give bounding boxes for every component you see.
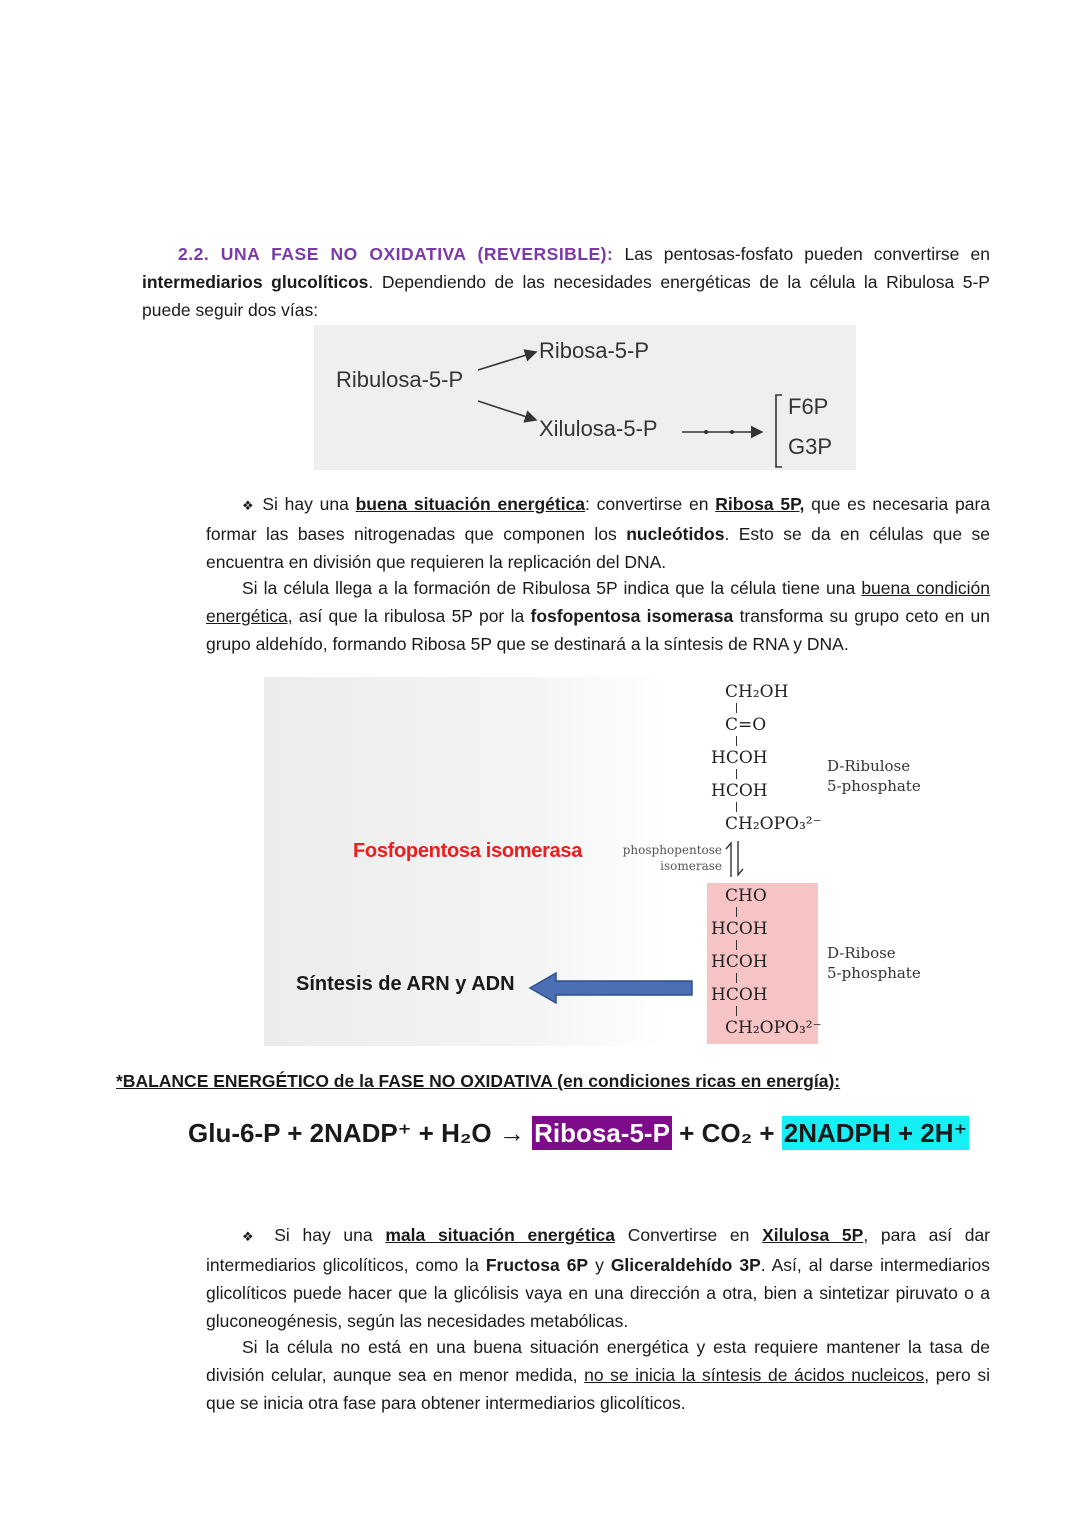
bad-text-3: , para así dar intermediarios glicolíticos, como la xyxy=(206,1225,991,1275)
products-bracket xyxy=(776,395,782,467)
bad2-text-1: Si la célula no está en una buena situación energética y esta requiere mantener la tasa de división celular, aunque sea en menor medida, xyxy=(206,1337,990,1385)
good-energy-paragraph-2 xyxy=(206,574,990,658)
good-energy-paragraph xyxy=(206,490,990,576)
intro-bold: intermediarios glucolíticos xyxy=(142,272,369,292)
pathway-source: Ribulosa-5-P xyxy=(336,367,464,392)
ribose-label-2: 5-phosphate xyxy=(827,964,921,982)
isomerasa-term: fosfopentosa isomerasa xyxy=(530,606,734,626)
ribulose-label-2: 5-phosphate xyxy=(827,777,921,795)
bad2-text-2: , pero si que se inicia otra fase para obtener intermediarios glicolíticos. xyxy=(206,1365,990,1413)
bad-energy-paragraph-2 xyxy=(206,1333,990,1417)
enzyme-spanish-label: Fosfopentosa isomerasa xyxy=(353,840,583,862)
bad-text-1: Si hay una xyxy=(261,1225,386,1245)
enzyme-english-label xyxy=(614,842,722,874)
arrow-to-xilulosa xyxy=(478,401,536,420)
ribose-row-2: HCOH xyxy=(711,919,768,939)
xilulosa-term: Xilulosa 5P xyxy=(762,1225,864,1245)
good-energy-term: buena situación energética xyxy=(355,494,586,514)
good2-text-2: así que la ribulosa 5P por la xyxy=(292,606,531,626)
section-heading: 2.2. UNA FASE NO OXIDATIVA (REVERSIBLE): xyxy=(178,244,614,264)
good-text-1: Si hay una xyxy=(255,494,356,514)
bad-energy-term: mala situación energética xyxy=(385,1225,616,1245)
good2-text-1: Si la célula llega a la formación de Ribulosa 5P indica que la célula tiene una xyxy=(242,578,862,598)
ribose-row-5: CH₂OPO₃²⁻ xyxy=(725,1018,822,1038)
ribulose-row-5: CH₂OPO₃²⁻ xyxy=(725,814,822,834)
balance-equation xyxy=(188,1118,969,1149)
equation-lhs: Glu-6-P + 2NADP⁺ + H₂O → xyxy=(188,1118,525,1148)
ribulose-row-4: HCOH xyxy=(711,781,768,801)
ribose-row-3: HCOH xyxy=(711,952,768,972)
bad-energy-paragraph xyxy=(206,1221,990,1335)
equilibrium-arrows-icon xyxy=(725,839,745,879)
bullet-icon: ❖ xyxy=(242,498,256,513)
pathway-g3p: G3P xyxy=(788,434,833,459)
bullet-icon-2: ❖ xyxy=(242,1229,262,1244)
isomerase-figure xyxy=(264,677,930,1046)
equation-ribosa: Ribosa-5-P xyxy=(534,1118,670,1148)
bad-text-4: y xyxy=(588,1255,611,1275)
fructosa-term: Fructosa 6P xyxy=(485,1255,589,1275)
ribulose-label xyxy=(827,756,921,796)
pathway-diagram xyxy=(314,325,856,470)
equation-mid: + CO₂ + xyxy=(679,1118,775,1148)
ribulose-row-1: CH₂OH xyxy=(725,682,789,702)
ribulose-row-3: HCOH xyxy=(711,748,768,768)
ribose-label xyxy=(827,943,921,983)
synthesis-label: Síntesis de ARN y ADN xyxy=(296,973,515,995)
ribose-row-1: CHO xyxy=(725,886,767,906)
good-text-4: . Esto se da en células que se encuentra en división que requieren la replicación del DNA. xyxy=(206,524,990,572)
good-text-2: : convertirse en xyxy=(585,494,716,514)
intro-text-2: . Dependiendo de las necesidades energéticas de la célula la Ribulosa 5-P puede seguir dos vías: xyxy=(142,272,990,320)
pathway-xilulosa: Xilulosa-5-P xyxy=(539,416,658,441)
nucleotidos-term: nucleótidos xyxy=(626,524,725,544)
bad-text-5: . Así, al darse intermediarios glicolíticos puede hacer que la glicólisis vaya en una dirección a otra, bien a sintetizar piruvato o a gluconeogénesis, según las necesidades metabólicas. xyxy=(206,1255,991,1331)
good-text-3: que es necesaria para formar las bases nitrogenadas que componen los xyxy=(206,494,991,544)
pathway-ribosa: Ribosa-5-P xyxy=(539,338,650,363)
no-sintesis-term: no se inicia la síntesis de ácidos nucleicos xyxy=(584,1365,925,1385)
arrow-to-ribosa xyxy=(478,352,536,370)
pathway-f6p: F6P xyxy=(788,394,829,419)
ribulose-label-1: D-Ribulose xyxy=(827,757,911,775)
ribose-row-4: HCOH xyxy=(711,985,768,1005)
enzyme-en-1: phosphopentose xyxy=(622,843,722,857)
bad-text-2: Convertirse en xyxy=(615,1225,763,1245)
ribose-label-1: D-Ribose xyxy=(827,944,896,962)
ribulose-row-2: C=O xyxy=(725,715,767,735)
good2-text-3: transforma su grupo ceto en un grupo aldehído, formando Ribosa 5P que se destinará a la síntesis de RNA y DNA. xyxy=(206,606,990,654)
synthesis-arrow-icon xyxy=(528,971,694,1005)
good-condition-term: buena condición energética, xyxy=(206,578,991,626)
enzyme-en-2: isomerase xyxy=(660,859,722,873)
ribosa-term: Ribosa 5P, xyxy=(715,494,805,514)
section-intro xyxy=(142,240,990,324)
intro-text-1: Las pentosas-fosfato pueden convertirse en xyxy=(613,244,990,264)
balance-title: *BALANCE ENERGÉTICO de la FASE NO OXIDATIVA (en condiciones ricas en energía): xyxy=(116,1071,841,1091)
gliceraldehido-term: Gliceraldehído 3P xyxy=(610,1255,761,1275)
equation-nadph: 2NADPH + 2H⁺ xyxy=(783,1118,968,1148)
